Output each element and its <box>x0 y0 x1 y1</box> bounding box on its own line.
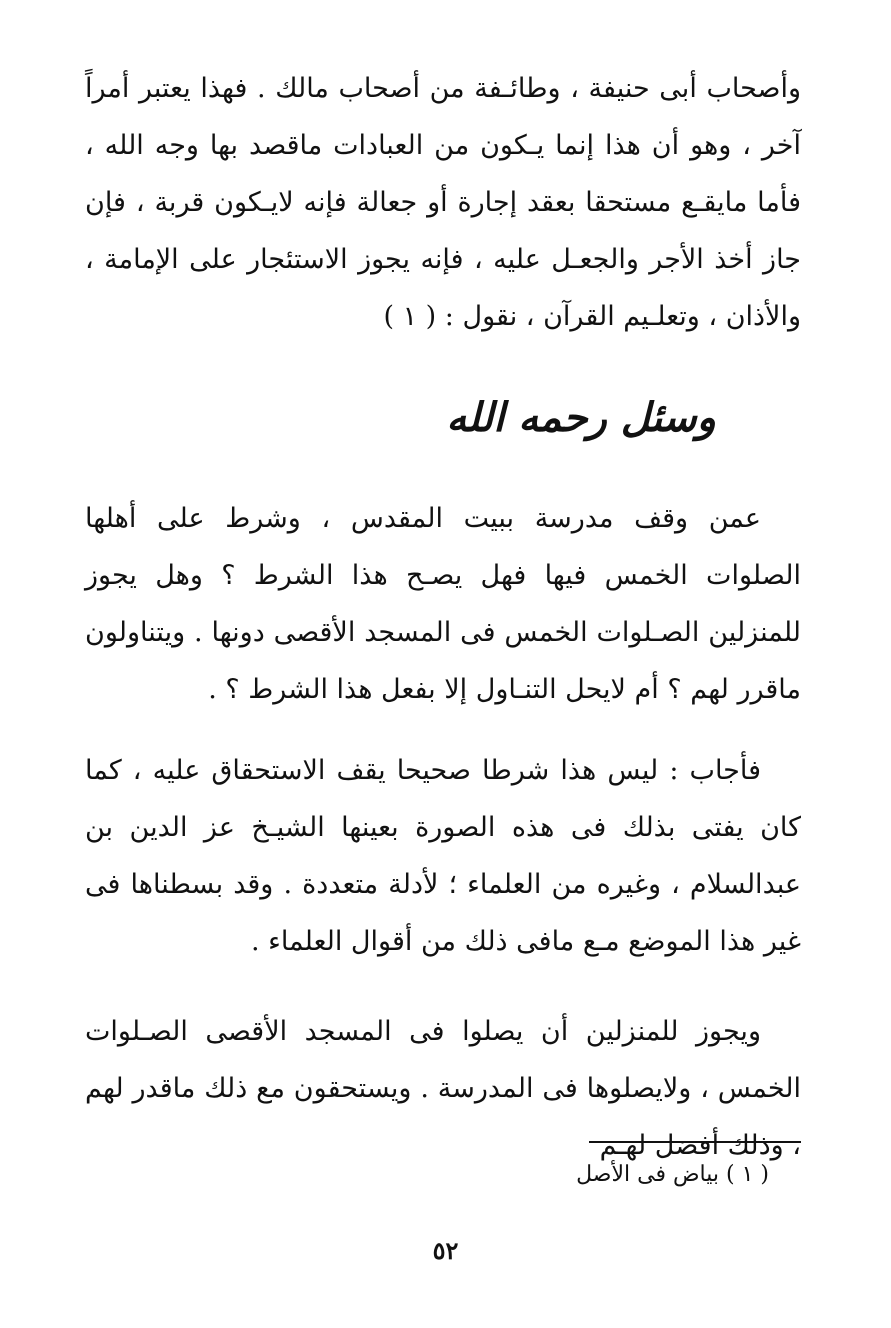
paragraph-ruling: ويجوز للمنزلين أن يصلوا فى المسجد الأقصى الصـلوات الخمس ، ولايصلوها فى المدرسة . ويستحقون مع ذلك ماقدر لهم ، وذلك أفضل لهـم <box>85 1016 801 1161</box>
section-heading: وسئل رحمه الله <box>446 394 716 441</box>
paragraph-question: عمن وقف مدرسة ببيت المقدس ، وشرط على أهلها الصلوات الخمس فيها فهل يصـح هذا الشرط ؟ وهل يجوز للمنزلين الصـلوات الخمس فى المسجد الأقصى دونها . ويتناولون ماقرر لهم ؟ أم لايحل التنـاول إلا بفعل هذا الشرط ؟ . <box>85 503 801 705</box>
paragraph-opening: وأصحاب أبى حنيفة ، وطائـفة من أصحاب مالك . فهذا يعتبر أمراً آخر ، وهو أن هذا إنما يـكون من العبادات ماقصد بها وجه الله ، فأما مايقـع مستحقا بعقد إجارة أو جعالة فإنه لايـكون قربة ، فإن جاز أخذ الأجر والجعـل عليه ، فإنه يجوز الاستئجار على الإمامة ، والأذان ، وتعلـيم القرآن ، نقول : ( ١ ) <box>85 73 801 332</box>
footnote-divider <box>589 1141 801 1143</box>
footnote: ( ١ ) بياض فى الأصل <box>576 1162 769 1187</box>
page-number: ٥٢ <box>432 1236 459 1265</box>
paragraph-answer: فأجاب : ليس هذا شرطا صحيحا يقف الاستحقاق عليه ، كما كان يفتى بذلك فى هذه الصورة بعينها الشيـخ عز الدين بن عبدالسلام ، وغيره من العلماء ؛ لأدلة متعددة . وقد بسطناها فى غير هذا الموضع مـع مافى ذلك من أقوال العلماء . <box>85 755 801 957</box>
